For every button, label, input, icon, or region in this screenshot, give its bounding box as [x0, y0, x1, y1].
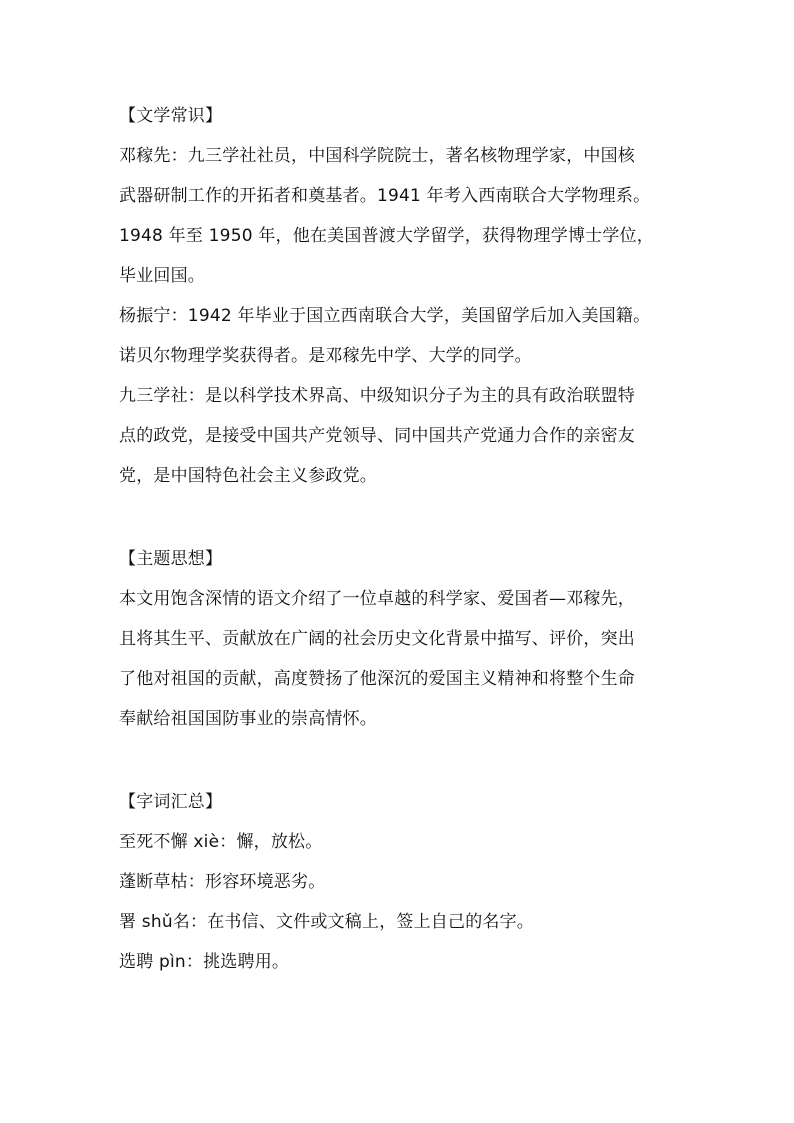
vocab-entry: 蓬断草枯：形容环境恶劣。 — [119, 872, 326, 892]
vocab-entry: 署 shǔ名：在书信、文件或文稿上，签上自己的名字。 — [119, 912, 535, 932]
section-heading: 【字词汇总】 — [119, 792, 223, 812]
vocab-entry: 选聘 pìn：挑选聘用。 — [119, 952, 290, 972]
text-line: 党，是中国特色社会主义参政党。 — [119, 466, 377, 486]
text-line: 点的政党，是接受中国共产党领导、同中国共产党通力合作的亲密友 — [119, 426, 635, 446]
text-line: 九三学社：是以科学技术界高、中级知识分子为主的具有政治联盟特 — [119, 386, 635, 406]
text-line: 诺贝尔物理学奖获得者。是邓稼先中学、大学的同学。 — [119, 346, 532, 366]
vocab-entry: 至死不懈 xiè：懈，放松。 — [119, 832, 323, 852]
section-heading: 【文学常识】 — [119, 106, 223, 126]
text-line: 杨振宁：1942 年毕业于国立西南联合大学，美国留学后加入美国籍。 — [119, 306, 651, 326]
text-line: 奉献给祖国国防事业的崇高情怀。 — [119, 709, 377, 729]
section-literary-knowledge — [119, 96, 699, 496]
section-spacer — [119, 739, 699, 782]
text-line: 了他对祖国的贡献，高度赞扬了他深沉的爱国主义精神和将整个生命 — [119, 669, 635, 689]
text-line: 毕业回国。 — [119, 266, 205, 286]
text-line: 本文用饱含深情的语文介绍了一位卓越的科学家、爱国者—邓稼先， — [119, 589, 635, 609]
text-line: 邓稼先：九三学社社员，中国科学院院士，著名核物理学家，中国核 — [119, 146, 635, 166]
section-theme — [119, 539, 699, 739]
text-line: 且将其生平、贡献放在广阔的社会历史文化背景中描写、评价，突出 — [119, 629, 635, 649]
section-vocabulary — [119, 782, 699, 982]
text-line: 1948 年至 1950 年，他在美国普渡大学留学，获得物理学博士学位， — [119, 226, 654, 246]
section-spacer — [119, 496, 699, 539]
document-content — [119, 96, 699, 982]
text-line: 武器研制工作的开拓者和奠基者。1941 年考入西南联合大学物理系。 — [119, 186, 651, 206]
section-heading: 【主题思想】 — [119, 549, 223, 569]
